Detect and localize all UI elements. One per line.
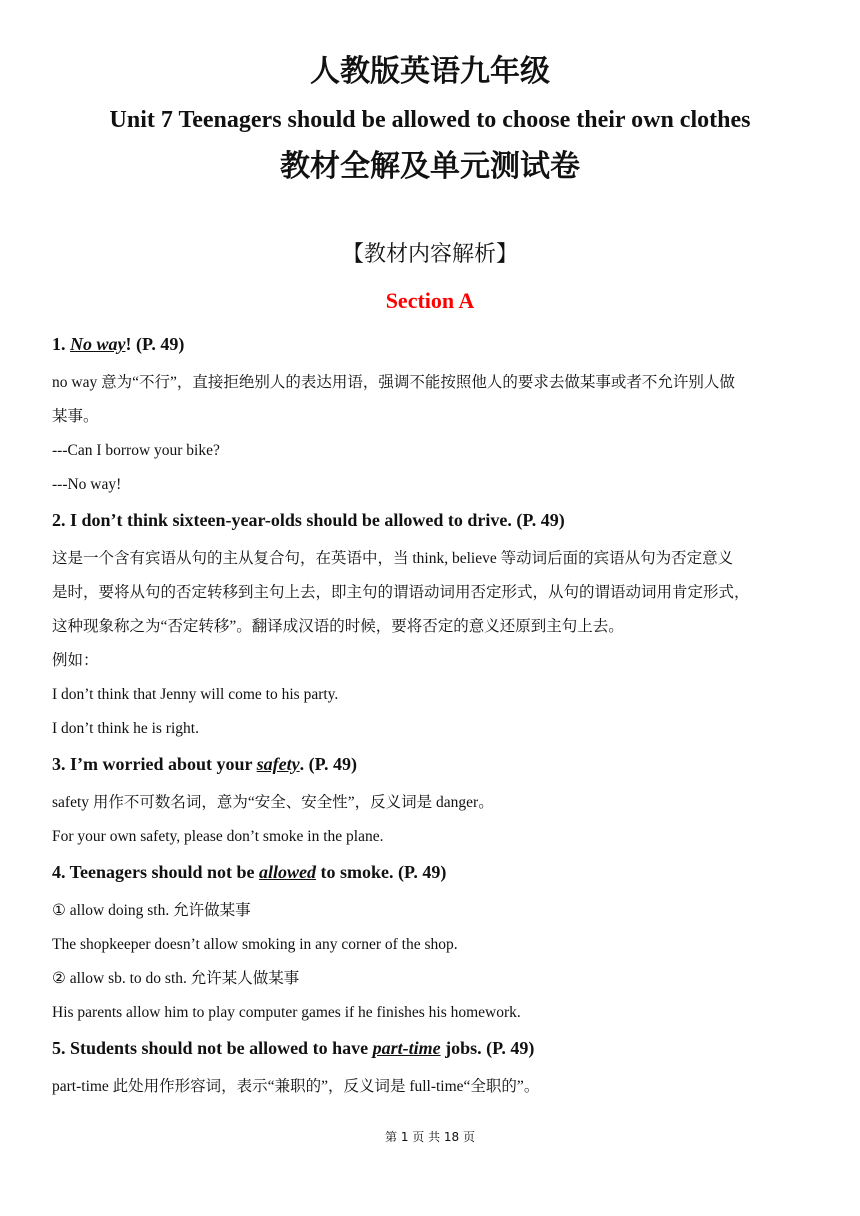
item-heading <box>52 858 812 886</box>
item-line: ① allow doing sth. 允许做某事 <box>52 902 251 919</box>
item-key-phrase: allowed <box>259 862 317 882</box>
item-line: 这是一个含有宾语从句的主从复合句，在英语中，当 think, believe 等动词后面的宾语从句为否定意义 <box>52 550 734 567</box>
item-heading <box>52 506 812 534</box>
item-heading-text: 1. <box>52 334 70 354</box>
item-line: The shopkeeper doesn’t allow smoking in any corner of the shop. <box>52 936 458 953</box>
item-heading <box>52 750 812 778</box>
item-line: His parents allow him to play computer games if he finishes his homework. <box>52 1004 521 1021</box>
item-key-phrase: No way <box>70 334 126 354</box>
item-line: ② allow sb. to do sth. 允许某人做某事 <box>52 970 300 987</box>
document-subtitle: 教材全解及单元测试卷 <box>280 149 580 184</box>
item-line: ---Can I borrow your bike? <box>52 442 220 459</box>
item-line: For your own safety, please don’t smoke in the plane. <box>52 828 384 845</box>
item-line: part-time 此处用作形容词，表示“兼职的”，反义词是 full-time“全职的”。 <box>52 1078 540 1095</box>
item-heading-text: 2. I don’t think sixteen-year-olds should be allowed to drive. (P. 49) <box>52 510 565 530</box>
section-name: Section A <box>385 288 475 313</box>
page-footer: 第 1 页 共 18 页 <box>385 1130 475 1144</box>
item-heading-suffix: jobs. (P. 49) <box>440 1038 535 1058</box>
item-key-phrase: safety <box>256 754 300 774</box>
item-line: I don’t think that Jenny will come to his party. <box>52 686 339 703</box>
section-heading: 【教材内容解析】 <box>341 242 518 267</box>
item-heading <box>52 1034 812 1062</box>
document-body <box>52 330 812 1108</box>
item-key-phrase: part-time <box>372 1038 441 1058</box>
item-line: 是时，要将从句的否定转移到主句上去，即主句的谓语动词用否定形式，从句的谓语动词用肯定形式， <box>52 584 750 601</box>
item-line: safety 用作不可数名词，意为“安全、安全性”，反义词是 danger。 <box>52 794 494 811</box>
item-heading <box>52 330 812 358</box>
item-heading-text: 5. Students should not be allowed to have <box>52 1038 373 1058</box>
item-heading-text: 3. I’m worried about your <box>52 754 257 774</box>
item-line: 例如： <box>52 652 99 669</box>
item-line: 某事。 <box>52 408 99 425</box>
item-heading-suffix: . (P. 49) <box>299 754 357 774</box>
item-line: no way 意为“不行”，直接拒绝别人的表达用语，强调不能按照他人的要求去做某事或者不允许别人做 <box>52 374 735 391</box>
item-line: ---No way! <box>52 476 122 493</box>
item-heading-suffix: to smoke. (P. 49) <box>316 862 447 882</box>
unit-title: Unit 7 Teenagers should be allowed to choose their own clothes <box>109 107 751 133</box>
item-heading-suffix: ! (P. 49) <box>125 334 185 354</box>
item-heading-text: 4. Teenagers should not be <box>52 862 260 882</box>
document-title: 人教版英语九年级 <box>310 54 550 89</box>
item-line: 这种现象称之为“否定转移”。翻译成汉语的时候，要将否定的意义还原到主句上去。 <box>52 618 624 635</box>
item-line: I don’t think he is right. <box>52 720 199 737</box>
